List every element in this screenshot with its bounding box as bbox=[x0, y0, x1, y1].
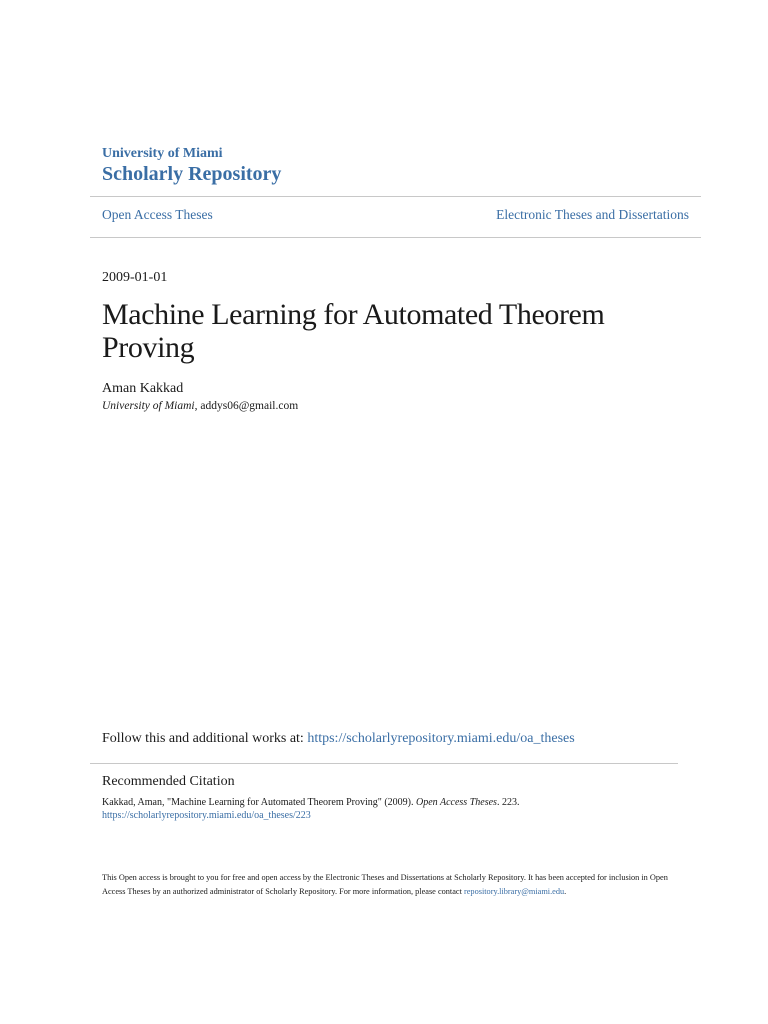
header-divider bbox=[90, 196, 701, 197]
notice-text: This Open access is brought to you for free and open access by the Electronic Theses and Dissertations at Scholarly Repository. It has been accepted for inclusion in Open Access Theses by an authorized administrator of Scholarly Repository. For more information, please contact bbox=[102, 873, 668, 896]
repository-name: Scholarly Repository bbox=[102, 163, 282, 185]
citation-number: . 223. bbox=[496, 797, 520, 808]
affiliation-name: University of Miami bbox=[102, 400, 195, 412]
notice-end: . bbox=[564, 887, 567, 896]
repository-brand[interactable] bbox=[102, 145, 281, 186]
citation-link[interactable]: https://scholarlyrepository.miami.edu/oa_theses/223 bbox=[102, 810, 311, 821]
follow-label: Follow this and additional works at: bbox=[102, 731, 308, 746]
follow-divider bbox=[90, 763, 678, 764]
access-notice bbox=[102, 871, 682, 899]
citation-series: Open Access Theses bbox=[416, 797, 497, 808]
follow-line bbox=[102, 731, 575, 747]
citation-body: Kakkad, Aman, "Machine Learning for Automated Theorem Proving" (2009). bbox=[102, 797, 417, 808]
document-title: Machine Learning for Automated Theorem Proving bbox=[102, 298, 605, 364]
follow-link[interactable]: https://scholarlyrepository.miami.edu/oa_theses bbox=[307, 731, 575, 746]
breadcrumb-open-access-theses[interactable]: Open Access Theses bbox=[102, 207, 213, 222]
contact-email-link[interactable]: repository.library@miami.edu bbox=[463, 887, 565, 896]
author-email: addys06@gmail.com bbox=[200, 400, 299, 412]
author-affiliation bbox=[102, 400, 298, 412]
author-name: Aman Kakkad bbox=[102, 381, 184, 396]
breadcrumb-electronic-theses[interactable]: Electronic Theses and Dissertations bbox=[496, 207, 689, 222]
publication-date: 2009-01-01 bbox=[102, 270, 168, 285]
institution-name: University of Miami bbox=[102, 146, 223, 161]
affiliation-separator: , bbox=[194, 400, 201, 412]
breadcrumb-divider bbox=[90, 237, 701, 238]
citation-heading: Recommended Citation bbox=[102, 774, 235, 789]
citation-text bbox=[102, 796, 682, 822]
